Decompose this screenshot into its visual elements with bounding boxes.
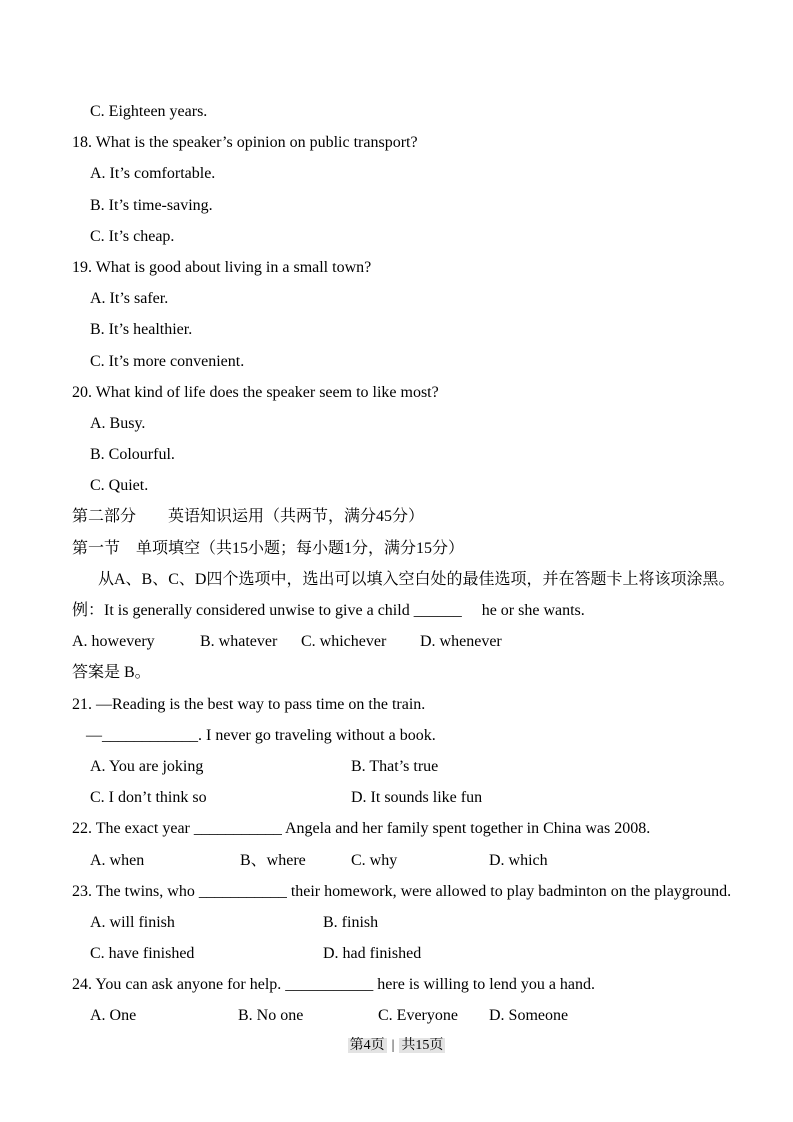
question-23-options-row2 (0, 938, 793, 969)
question-24-options-row (0, 1000, 793, 1031)
option-19-b (0, 314, 793, 345)
option-20-b (0, 439, 793, 470)
option-23-c: C. have finished (90, 945, 195, 963)
option-text: A. It’s safer. (90, 290, 169, 308)
question-text: 23. The twins, who ___________ their homework, were allowed to play badminton on the playground. (72, 882, 732, 900)
page-content (0, 96, 793, 1032)
question-18 (0, 127, 793, 158)
answer-text: 答案是 B。 (72, 664, 151, 682)
option-20-c (0, 470, 793, 501)
question-20 (0, 377, 793, 408)
question-text: 22. The exact year ___________ Angela and her family spent together in China was 2008. (72, 820, 651, 838)
option-text: A. Busy. (90, 414, 146, 432)
question-22-stem (0, 813, 793, 844)
option-24-d: D. Someone (489, 1007, 569, 1025)
option-24-a: A. One (90, 1007, 137, 1025)
question-text: 18. What is the speaker’s opinion on public transport? (72, 134, 418, 152)
total-pages-field: 共15页 (401, 1038, 444, 1053)
option-text: A. It’s comfortable. (90, 165, 216, 183)
option-18-c (0, 221, 793, 252)
question-22-options-row (0, 845, 793, 876)
option-text: C. Eighteen years. (90, 103, 208, 120)
example-stem (0, 595, 793, 626)
part2-section1-header (0, 533, 793, 564)
option-17-c (0, 96, 793, 127)
option-21-b: B. That’s true (351, 757, 439, 775)
example-option-a: A. howevery (72, 633, 155, 651)
option-text: B. It’s time-saving. (90, 196, 213, 214)
example-text: 例：It is generally considered unwise to give a child ______ he or she wants. (72, 602, 585, 619)
instructions-text: 从A、B、C、D四个选项中，选出可以填入空白处的最佳选项，并在答题卡上将该项涂黑。 (98, 570, 735, 588)
section-heading-text: 第二部分 英语知识运用（共两节，满分45分） (72, 508, 425, 526)
part2-instructions (0, 564, 793, 595)
question-text: 21. —Reading is the best way to pass time on the train. (72, 695, 426, 713)
question-23-stem (0, 876, 793, 907)
option-21-a: A. You are joking (90, 757, 204, 775)
option-text: C. It’s more convenient. (90, 352, 245, 370)
option-23-b: B. finish (323, 913, 379, 931)
question-text: 20. What kind of life does the speaker seem to like most? (72, 383, 439, 401)
option-text: C. It’s cheap. (90, 227, 175, 245)
option-21-c: C. I don’t think so (90, 789, 207, 807)
example-options-row (0, 626, 793, 657)
option-23-d: D. had finished (323, 945, 422, 963)
question-23-options-row1 (0, 907, 793, 938)
example-answer (0, 657, 793, 688)
question-text: 19. What is good about living in a small town? (72, 258, 372, 276)
option-22-d: D. which (489, 851, 548, 869)
page-footer (0, 1036, 793, 1056)
question-19 (0, 252, 793, 283)
option-19-c (0, 346, 793, 377)
question-21-stem2 (0, 720, 793, 751)
option-22-b: B、where (240, 851, 306, 869)
option-20-a (0, 408, 793, 439)
question-21-options-row2 (0, 782, 793, 813)
footer-separator: | (391, 1038, 395, 1053)
option-18-b (0, 190, 793, 221)
question-24-stem (0, 969, 793, 1000)
option-23-a: A. will finish (90, 913, 175, 931)
option-22-a: A. when (90, 851, 145, 869)
current-page-field: 第4页 (349, 1038, 385, 1053)
question-text: 24. You can ask anyone for help. ___________ here is willing to lend you a hand. (72, 976, 596, 994)
option-text: B. Colourful. (90, 446, 175, 464)
example-option-b: B. whatever (200, 633, 278, 651)
question-text: —____________. I never go traveling without a book. (86, 726, 436, 744)
option-19-a (0, 283, 793, 314)
section-heading-text: 第一节 单项填空（共15小题；每小题1分，满分15分） (72, 539, 465, 557)
option-text: C. Quiet. (90, 477, 149, 495)
example-option-d: D. whenever (420, 633, 502, 651)
question-21-options-row1 (0, 751, 793, 782)
question-21-stem1 (0, 689, 793, 720)
part2-header (0, 501, 793, 532)
example-option-c: C. whichever (301, 633, 387, 651)
option-18-a (0, 158, 793, 189)
option-21-d: D. It sounds like fun (351, 789, 483, 807)
option-24-c: C. Everyone (378, 1007, 458, 1025)
option-22-c: C. why (351, 851, 398, 869)
option-24-b: B. No one (238, 1007, 304, 1025)
option-text: B. It’s healthier. (90, 321, 193, 339)
